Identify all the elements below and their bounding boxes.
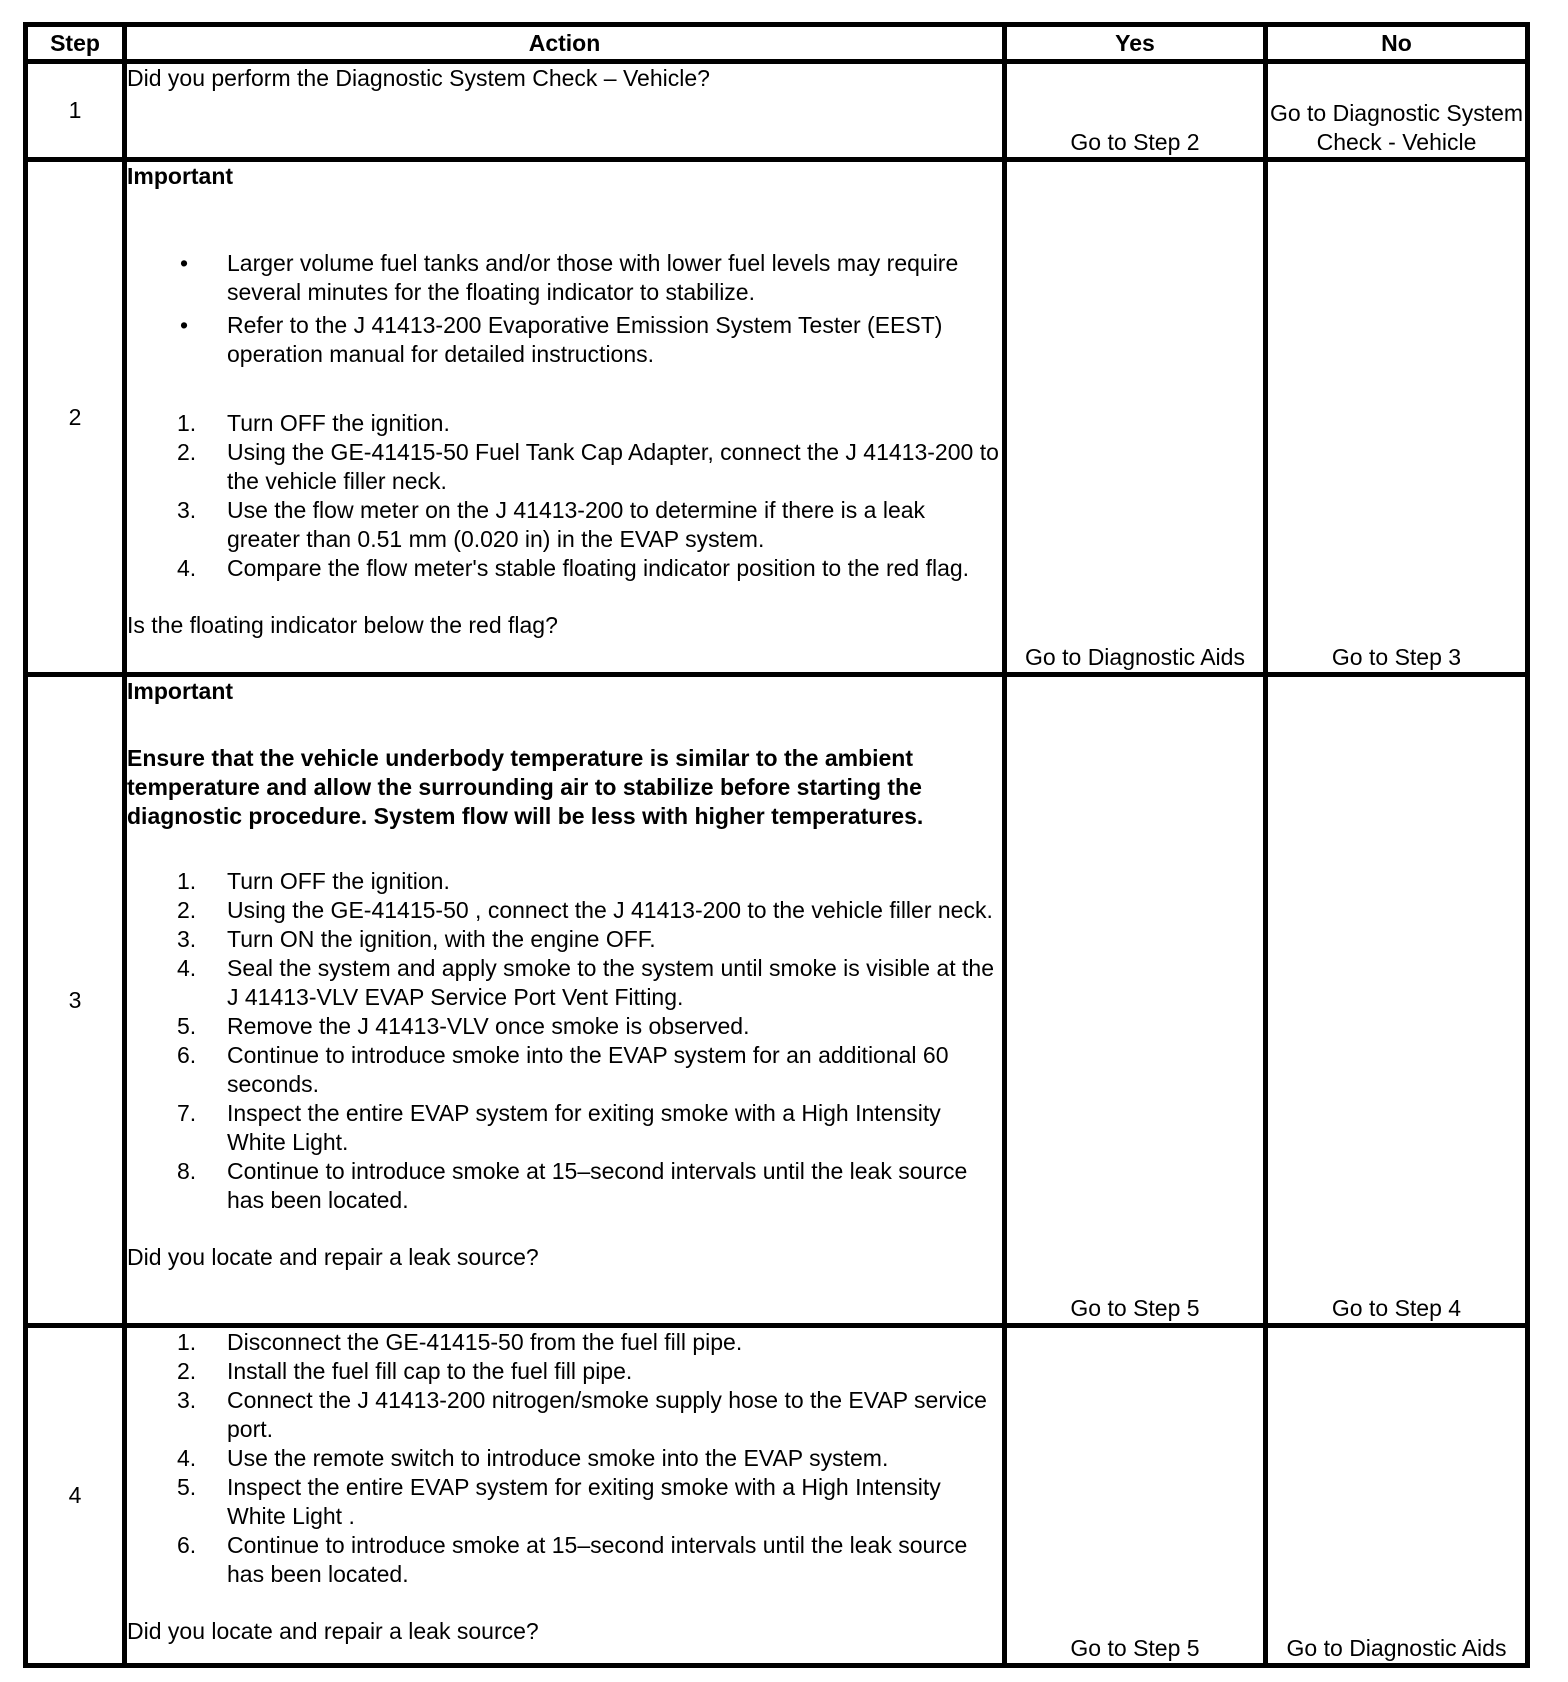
action-cell	[125, 160, 1005, 675]
list-item: 5. Inspect the entire EVAP system for exiting smoke with a High Intensity White Light .	[177, 1474, 941, 1529]
list-item: 2. Using the GE-41415-50 Fuel Tank Cap Adapter, connect the J 41413-200 to the vehicle filler neck.	[177, 439, 999, 494]
no-cell: Go to Step 3	[1266, 160, 1528, 675]
list-item: 6. Continue to introduce smoke into the EVAP system for an additional 60 seconds.	[177, 1042, 949, 1097]
action-cell	[125, 1326, 1005, 1666]
header-row	[26, 25, 1528, 62]
diagnostic-table	[23, 22, 1530, 1668]
header-yes: Yes	[1005, 25, 1266, 62]
important-notes	[127, 249, 1002, 369]
list-item: 2. Using the GE-41415-50 , connect the J 41413-200 to the vehicle filler neck.	[177, 897, 993, 923]
list-item: 4. Seal the system and apply smoke to the system until smoke is visible at the J 41413-VLV EVAP Service Port Vent Fitting.	[177, 955, 995, 1010]
procedure-steps	[127, 867, 1002, 1215]
bullet-dot: •	[180, 250, 189, 276]
yes-cell: Go to Step 5	[1005, 675, 1266, 1326]
step-number: 3	[26, 675, 125, 1326]
action-cell	[125, 675, 1005, 1326]
yes-cell: Go to Step 2	[1005, 62, 1266, 160]
list-item: • Refer to the J 41413-200 Evaporative Emission System Tester (EEST) operation manual for detailed instructions.	[180, 312, 943, 367]
no-cell: Go to Diagnostic System Check - Vehicle	[1266, 62, 1528, 160]
list-item: 5. Remove the J 41413-VLV once smoke is observed.	[177, 1013, 750, 1039]
table-row-step-4	[26, 1326, 1528, 1666]
table-row-step-3	[26, 675, 1528, 1326]
action-question: Did you locate and repair a leak source?	[127, 1618, 539, 1644]
list-item: 3. Turn ON the ignition, with the engine OFF.	[177, 926, 656, 952]
step-number: 2	[26, 160, 125, 675]
list-item: 1. Turn OFF the ignition.	[177, 410, 450, 436]
action-cell	[125, 62, 1005, 160]
list-item: 2. Install the fuel fill cap to the fuel fill pipe.	[177, 1358, 633, 1384]
no-cell: Go to Diagnostic Aids	[1266, 1326, 1528, 1666]
list-item: 4. Use the remote switch to introduce smoke into the EVAP system.	[177, 1445, 889, 1471]
list-item: 3. Connect the J 41413-200 nitrogen/smoke supply hose to the EVAP service port.	[177, 1387, 987, 1442]
procedure-steps	[127, 1328, 1002, 1589]
table-row-step-2	[26, 160, 1528, 675]
action-question: Did you locate and repair a leak source?	[127, 1244, 539, 1270]
list-item: 1. Disconnect the GE-41415-50 from the fuel fill pipe.	[177, 1329, 743, 1355]
important-text: Ensure that the vehicle underbody temperature is similar to the ambient temperature and allow the surrounding air to stabilize before starting the diagnostic procedure. System flow will be less with higher temperatures.	[127, 745, 924, 829]
step-number: 4	[26, 1326, 125, 1666]
header-step: Step	[26, 25, 125, 62]
action-question: Did you perform the Diagnostic System Check – Vehicle?	[127, 65, 710, 91]
list-item: 3. Use the flow meter on the J 41413-200 to determine if there is a leak greater than 0.51 mm (0.020 in) in the EVAP system.	[177, 497, 926, 552]
step-number: 1	[26, 62, 125, 160]
list-item: • Larger volume fuel tanks and/or those with lower fuel levels may require several minutes for the floating indicator to stabilize.	[180, 250, 959, 305]
header-action: Action	[125, 25, 1005, 62]
important-label: Important	[127, 678, 234, 704]
yes-cell: Go to Diagnostic Aids	[1005, 160, 1266, 675]
yes-cell: Go to Step 5	[1005, 1326, 1266, 1666]
list-item: 8. Continue to introduce smoke at 15–second intervals until the leak source has been located.	[177, 1158, 968, 1213]
bullet-dot: •	[180, 312, 189, 338]
table-row-step-1	[26, 62, 1528, 160]
list-item: 6. Continue to introduce smoke at 15–second intervals until the leak source has been located.	[177, 1532, 968, 1587]
list-item: 1. Turn OFF the ignition.	[177, 868, 450, 894]
list-item: 7. Inspect the entire EVAP system for exiting smoke with a High Intensity White Light.	[177, 1100, 941, 1155]
header-no: No	[1266, 25, 1528, 62]
procedure-steps	[127, 409, 1002, 583]
no-cell: Go to Step 4	[1266, 675, 1528, 1326]
important-label: Important	[127, 163, 234, 189]
action-question: Is the floating indicator below the red flag?	[127, 612, 558, 638]
list-item: 4. Compare the flow meter's stable floating indicator position to the red flag.	[177, 555, 970, 581]
